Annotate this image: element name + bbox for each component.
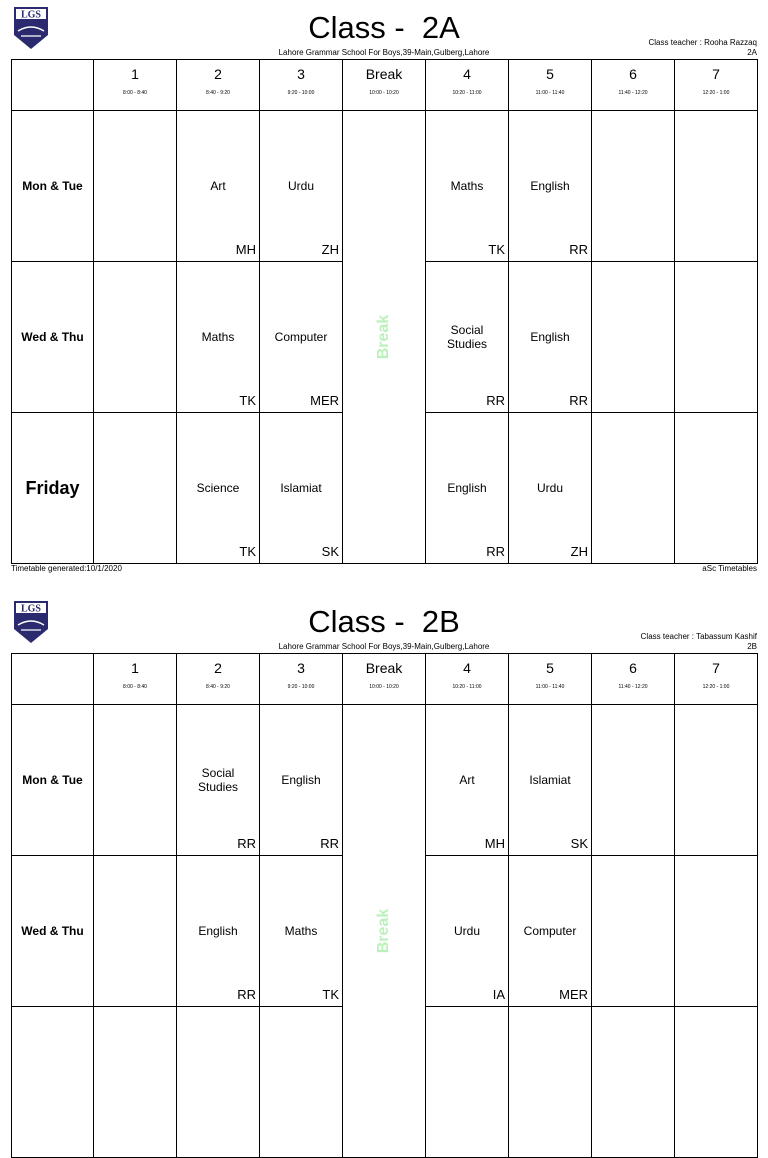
teacher-code: SK [570,836,588,851]
subject-name: Art [459,773,475,787]
period-header [592,60,675,111]
subject-name: Maths [450,179,484,193]
period-time: 8:40 - 9:20 [206,684,230,690]
subject-name: Social Studies [446,323,488,351]
lesson-cell [592,1007,675,1158]
period-time: 10:00 - 10:20 [369,684,399,690]
lesson-cell [675,413,758,564]
teacher-code: RR [569,242,588,257]
school-address: Lahore Grammar School For Boys,39-Main,Gulberg,Lahore [278,48,490,57]
class-teacher: Class teacher : Tabassum Kashif 2B [640,632,757,651]
teacher-code: RR [486,544,505,559]
lesson-cell [260,413,343,564]
timetable-2a [0,0,768,578]
lesson-cell [592,413,675,564]
period-number: 2 [214,66,222,82]
lesson-cell [94,262,177,413]
lesson-cell [675,111,758,262]
corner-cell [12,60,94,111]
period-time: 8:40 - 9:20 [206,90,230,96]
teacher-code: ZH [321,242,339,257]
period-time: 8:00 - 8:40 [123,90,147,96]
subject-name: Computer [274,330,328,344]
break-column [343,705,426,1158]
teacher-code: MER [559,987,588,1002]
lesson-cell [509,856,592,1007]
teacher-code: MH [484,836,505,851]
period-header [509,654,592,705]
period-header [177,654,260,705]
period-number: 2 [214,660,222,676]
period-header [343,654,426,705]
period-header [675,60,758,111]
period-header [426,654,509,705]
generated-date: Timetable generated:10/1/2020 [11,564,122,573]
period-time: 10:20 - 11:00 [452,684,482,690]
page-title: Class - 2A [308,10,460,45]
lesson-cell [177,111,260,262]
lesson-cell [426,111,509,262]
teacher-code: RR [569,393,588,408]
class-teacher: Class teacher : Rooha Razzaq 2A [648,38,757,57]
period-header [94,60,177,111]
lesson-cell [675,1007,758,1158]
lesson-cell [426,262,509,413]
break-column [343,111,426,564]
lesson-cell [509,111,592,262]
subject-name: English [198,924,238,938]
period-number: Break [365,66,403,82]
teacher-code: TK [239,544,256,559]
lesson-cell [509,705,592,856]
teacher-code: SK [321,544,339,559]
period-time: 12:20 - 1:00 [702,684,730,690]
lesson-cell [177,705,260,856]
teacher-code: TK [322,987,339,1002]
lesson-cell [592,856,675,1007]
lesson-cell [177,856,260,1007]
teacher-code: ZH [570,544,588,559]
subject-name: Maths [201,330,235,344]
period-time: 11:00 - 11:40 [535,684,565,690]
lesson-cell [426,1007,509,1158]
subject-name: Islamiat [280,481,322,495]
day-label: Friday [12,413,94,564]
teacher-code: RR [237,836,256,851]
period-number: 7 [712,66,720,82]
period-time: 10:00 - 10:20 [369,90,399,96]
subject-name: Social Studies [197,766,239,794]
period-number: 4 [463,660,471,676]
lesson-cell [260,705,343,856]
lesson-cell [509,262,592,413]
period-header [509,60,592,111]
subject-name: English [447,481,487,495]
period-header [592,654,675,705]
lesson-cell [426,856,509,1007]
period-number: 1 [131,660,139,676]
lesson-cell [592,262,675,413]
period-number: 3 [297,66,305,82]
subject-name: Urdu [453,924,480,938]
period-time: 8:00 - 8:40 [123,684,147,690]
school-address: Lahore Grammar School For Boys,39-Main,Gulberg,Lahore [278,642,490,651]
lesson-cell [94,705,177,856]
period-number: 1 [131,66,139,82]
subject-name: Islamiat [529,773,571,787]
timetable-grid [11,59,758,564]
lesson-cell [260,111,343,262]
lesson-cell [509,413,592,564]
lesson-cell [675,705,758,856]
timetable-2b [0,594,768,1024]
period-time: 11:40 - 12:20 [618,684,648,690]
lesson-cell [260,1007,343,1158]
break-label: Break [374,314,392,360]
period-time: 12:20 - 1:00 [702,90,730,96]
subject-name: English [281,773,321,787]
day-label: Mon & Tue [12,705,94,856]
period-time: 11:40 - 12:20 [618,90,648,96]
lesson-cell [260,262,343,413]
period-number: 6 [629,660,637,676]
period-time: 9:20 - 10:00 [287,684,315,690]
teacher-code: RR [237,987,256,1002]
subject-name: Science [196,481,240,495]
subject-name: English [530,330,570,344]
teacher-code: MH [235,242,256,257]
lesson-cell [177,1007,260,1158]
period-number: 4 [463,66,471,82]
svg-text:LGS: LGS [20,603,42,615]
teacher-code: TK [239,393,256,408]
lesson-cell [592,705,675,856]
lesson-cell [94,856,177,1007]
lesson-cell [177,413,260,564]
lesson-cell [592,111,675,262]
lesson-cell [426,413,509,564]
period-time: 11:00 - 11:40 [535,90,565,96]
period-number: 7 [712,660,720,676]
period-header [343,60,426,111]
period-header [675,654,758,705]
svg-text:LGS: LGS [20,9,42,21]
day-label [12,1007,94,1158]
lesson-cell [426,705,509,856]
lesson-cell [177,262,260,413]
period-number: 6 [629,66,637,82]
day-label: Wed & Thu [12,262,94,413]
period-header [94,654,177,705]
lesson-cell [675,856,758,1007]
period-header [260,654,343,705]
break-label: Break [374,908,392,954]
timetable-grid [11,653,758,1158]
subject-name: Maths [284,924,318,938]
subject-name: Art [210,179,226,193]
period-time: 10:20 - 11:00 [452,90,482,96]
page-title: Class - 2B [308,604,460,639]
subject-name: Urdu [287,179,314,193]
period-header [177,60,260,111]
period-number: Break [365,660,403,676]
corner-cell [12,654,94,705]
software-credit: aSc Timetables [702,564,757,573]
period-number: 3 [297,660,305,676]
teacher-code: RR [320,836,339,851]
lesson-cell [675,262,758,413]
period-number: 5 [546,660,554,676]
day-label: Mon & Tue [12,111,94,262]
subject-name: Urdu [536,481,563,495]
period-number: 5 [546,66,554,82]
period-header [260,60,343,111]
teacher-code: TK [488,242,505,257]
subject-name: English [530,179,570,193]
lesson-cell [94,111,177,262]
period-header [426,60,509,111]
day-label: Wed & Thu [12,856,94,1007]
lesson-cell [509,1007,592,1158]
teacher-code: RR [486,393,505,408]
period-time: 9:20 - 10:00 [287,90,315,96]
lesson-cell [94,413,177,564]
subject-name: Computer [523,924,577,938]
lesson-cell [260,856,343,1007]
teacher-code: IA [492,987,505,1002]
lesson-cell [94,1007,177,1158]
teacher-code: MER [310,393,339,408]
